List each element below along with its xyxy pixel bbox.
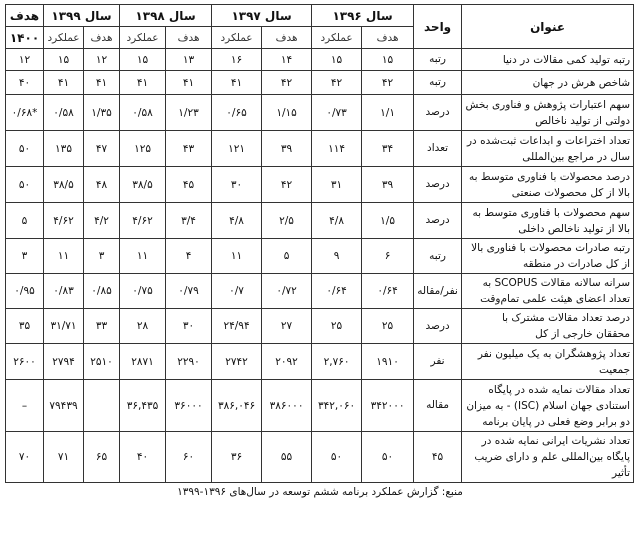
row-value: ۹ — [312, 239, 362, 274]
row-value: ۳۰ — [212, 167, 262, 203]
row-title: سرانه سالانه مقالات SCOPUS به تعداد اعضای هیئت علمی تمام‌وقت — [462, 274, 634, 309]
header-year-1399: سال ۱۳۹۹ — [44, 5, 120, 27]
row-value: ۴/۸ — [212, 203, 262, 239]
header-1399-target: هدف — [84, 27, 120, 49]
row-value: ۱۵ — [120, 49, 166, 71]
row-title: رتبه صادرات محصولات با فناوری بالا از کل صادرات در منطقه — [462, 239, 634, 274]
row-value: ۳۶,۴۳۵ — [120, 380, 166, 432]
row-title: رتبه تولید کمی مقالات در دنیا — [462, 49, 634, 71]
row-value: ۴/۶۲ — [120, 203, 166, 239]
row-value: ۴۷ — [84, 131, 120, 167]
row-unit: رتبه — [414, 71, 462, 95]
row-unit: درصد — [414, 309, 462, 344]
row-value: ۵۵ — [262, 432, 312, 483]
row-value: ۰/۸۵ — [84, 274, 120, 309]
row-value: ۰/۵۸ — [120, 95, 166, 131]
table-row — [6, 95, 634, 131]
row-value: ۴۳ — [166, 131, 212, 167]
row-value: ۱۴ — [262, 49, 312, 71]
row-value: ۱۱ — [44, 239, 84, 274]
header-title: عنوان — [462, 5, 634, 49]
table-row — [6, 432, 634, 483]
row-title: سهم اعتبارات پژوهش و فناوری بخش دولتی از تولید ناخالص — [462, 95, 634, 131]
row-title: شاخص هرش در جهان — [462, 71, 634, 95]
row-value: ۵۰ — [312, 432, 362, 483]
row-value: ۷۹۴۳۹ — [44, 380, 84, 432]
row-value: ۰/۷۲ — [262, 274, 312, 309]
row-value: ۳۵ — [6, 309, 44, 344]
row-value: ۱۳۵ — [44, 131, 84, 167]
row-value: ۲۵۱۰ — [84, 344, 120, 380]
header-1398-target: هدف — [166, 27, 212, 49]
row-value: ۳۶۰۰۰ — [166, 380, 212, 432]
row-value: *۰/۶۸ — [6, 95, 44, 131]
table-row — [6, 203, 634, 239]
row-value: ۲۵ — [362, 309, 414, 344]
row-value: ۳۸۶,۰۴۶ — [212, 380, 262, 432]
row-value: ۰/۹۵ — [6, 274, 44, 309]
row-value: ۲۶۰۰ — [6, 344, 44, 380]
row-value: ۳۴۲,۰۶۰ — [312, 380, 362, 432]
row-value: ۴۱ — [120, 71, 166, 95]
row-value: ۴۸ — [84, 167, 120, 203]
row-value: ۵ — [262, 239, 312, 274]
row-value: ۷۰ — [6, 432, 44, 483]
row-value: ۳۸/۵ — [44, 167, 84, 203]
row-unit: ۴۵ — [414, 432, 462, 483]
row-value: ۴۲ — [312, 71, 362, 95]
row-value: ۲۷۴۲ — [212, 344, 262, 380]
row-value: ۶۵ — [84, 432, 120, 483]
header-unit: واحد — [414, 5, 462, 49]
header-1396-target: هدف — [362, 27, 414, 49]
row-value: ۱۹۱۰ — [362, 344, 414, 380]
row-value: ۲۷۹۴ — [44, 344, 84, 380]
header-1398-actual: عملکرد — [120, 27, 166, 49]
row-value: ۲۸ — [120, 309, 166, 344]
row-value: ۲۵ — [312, 309, 362, 344]
table-row — [6, 131, 634, 167]
row-value: ۳۹ — [262, 131, 312, 167]
row-value: ۱۲۵ — [120, 131, 166, 167]
row-title: تعداد مقالات نمایه شده در پایگاه استنادی جهان اسلام (ISC) - به میزان دو برابر وضع فعلی در پایان برنامه — [462, 380, 634, 432]
row-value: ۴/۸ — [312, 203, 362, 239]
row-value: ۴۱ — [212, 71, 262, 95]
row-value: ۵۰ — [362, 432, 414, 483]
row-value: ۳۳ — [84, 309, 120, 344]
row-value: ۳۱/۷۱ — [44, 309, 84, 344]
header-year-1397: سال ۱۳۹۷ — [212, 5, 312, 27]
header-1399-actual: عملکرد — [44, 27, 84, 49]
row-value: ۱/۳۵ — [84, 95, 120, 131]
row-value: ۱/۲۳ — [166, 95, 212, 131]
row-value: ۰/۵۸ — [44, 95, 84, 131]
row-value: ۲۷ — [262, 309, 312, 344]
header-target-1400-top: هدف — [6, 5, 44, 27]
row-value: ۳۶ — [212, 432, 262, 483]
row-value: ۲,۷۶۰ — [312, 344, 362, 380]
table-row — [6, 49, 634, 71]
row-unit: نفر — [414, 344, 462, 380]
row-value: ۱۵ — [362, 49, 414, 71]
table-row — [6, 274, 634, 309]
row-value: ۱۳ — [166, 49, 212, 71]
row-title: سهم محصولات با فناوری متوسط به بالا از تولید ناخالص داخلی — [462, 203, 634, 239]
source-caption: منبع: گزارش عملکرد برنامه ششم توسعه در سال‌های ۱۳۹۶-۱۳۹۹ — [177, 486, 463, 498]
row-unit: رتبه — [414, 49, 462, 71]
row-value: ۷۱ — [44, 432, 84, 483]
row-value: ۳ — [6, 239, 44, 274]
header-target-1400-bottom: ۱۴۰۰ — [6, 27, 44, 49]
row-value: ۴/۲ — [84, 203, 120, 239]
row-title: تعداد نشریات ایرانی نمایه شده در پایگاه بین‌المللی علم و دارای ضریب تأثیر — [462, 432, 634, 483]
row-value: ۳ — [84, 239, 120, 274]
row-unit: درصد — [414, 203, 462, 239]
row-value: ۱۵ — [44, 49, 84, 71]
row-title: درصد تعداد مقالات مشترک با محققان خارجی از کل — [462, 309, 634, 344]
row-value: ۳۴ — [362, 131, 414, 167]
header-year-1398: سال ۱۳۹۸ — [120, 5, 212, 27]
row-value: ۴۲ — [262, 71, 312, 95]
row-title: درصد محصولات با فناوری متوسط به بالا از کل محصولات صنعتی — [462, 167, 634, 203]
row-value: ۱/۱ — [362, 95, 414, 131]
row-value: ۱۲ — [84, 49, 120, 71]
row-value: ۰/۷ — [212, 274, 262, 309]
row-value: ۱/۵ — [362, 203, 414, 239]
table-row — [6, 380, 634, 432]
row-value: ۳۰ — [166, 309, 212, 344]
row-value: ۰/۶۴ — [312, 274, 362, 309]
row-value: ۶۰ — [166, 432, 212, 483]
row-value: ۵ — [6, 203, 44, 239]
row-value: ۲۰۹۲ — [262, 344, 312, 380]
performance-table — [5, 4, 634, 483]
header-1396-actual: عملکرد — [312, 27, 362, 49]
row-value: ۴ — [166, 239, 212, 274]
row-value: ۱۲۱ — [212, 131, 262, 167]
row-value: ۰/۸۳ — [44, 274, 84, 309]
row-value: ۴/۶۲ — [44, 203, 84, 239]
row-value: ۴۰ — [120, 432, 166, 483]
row-value: ۰/۶۵ — [212, 95, 262, 131]
row-value: ۱۶ — [212, 49, 262, 71]
row-value: ۲/۵ — [262, 203, 312, 239]
row-value: ۳۹ — [362, 167, 414, 203]
row-value: ۲۲۹۰ — [166, 344, 212, 380]
row-value — [84, 380, 120, 432]
row-unit: رتبه — [414, 239, 462, 274]
table-row — [6, 239, 634, 274]
row-value: ۵۰ — [6, 131, 44, 167]
row-value: ۳۱ — [312, 167, 362, 203]
table-row — [6, 344, 634, 380]
table-row — [6, 167, 634, 203]
row-value: ۱۵ — [312, 49, 362, 71]
row-value: ۰/۷۹ — [166, 274, 212, 309]
row-value: ۰/۷۳ — [312, 95, 362, 131]
row-title: تعداد پژوهشگران به یک میلیون نفر جمعیت — [462, 344, 634, 380]
table-row — [6, 309, 634, 344]
row-value: ۱/۱۵ — [262, 95, 312, 131]
row-value: ۴۲ — [362, 71, 414, 95]
header-1397-actual: عملکرد — [212, 27, 262, 49]
row-title: تعداد اختراعات و ابداعات ثبت‌شده در سال در مراجع بین‌المللی — [462, 131, 634, 167]
row-value: ۳۸/۵ — [120, 167, 166, 203]
row-value: ۴۲ — [262, 167, 312, 203]
row-value: – — [6, 380, 44, 432]
header-row-years — [6, 5, 634, 27]
row-value: ۴۱ — [166, 71, 212, 95]
row-value: ۵۰ — [6, 167, 44, 203]
row-value: ۳۴۲۰۰۰ — [362, 380, 414, 432]
row-value: ۶ — [362, 239, 414, 274]
row-unit: درصد — [414, 167, 462, 203]
row-value: ۱۱ — [212, 239, 262, 274]
row-value: ۳۸۶۰۰۰ — [262, 380, 312, 432]
row-value: ۲۴/۹۴ — [212, 309, 262, 344]
header-year-1396: سال ۱۳۹۶ — [312, 5, 414, 27]
row-value: ۱۱ — [120, 239, 166, 274]
row-value: ۱۲ — [6, 49, 44, 71]
row-value: ۰/۷۵ — [120, 274, 166, 309]
row-value: ۰/۶۴ — [362, 274, 414, 309]
table-body — [6, 49, 634, 483]
row-unit: نفر/مقاله — [414, 274, 462, 309]
table-row — [6, 71, 634, 95]
row-unit: تعداد — [414, 131, 462, 167]
row-value: ۲۸۷۱ — [120, 344, 166, 380]
row-unit: درصد — [414, 95, 462, 131]
row-value: ۴۰ — [6, 71, 44, 95]
row-value: ۴۵ — [166, 167, 212, 203]
row-value: ۱۱۴ — [312, 131, 362, 167]
row-unit: مقاله — [414, 380, 462, 432]
performance-table-container — [5, 4, 633, 483]
header-1397-target: هدف — [262, 27, 312, 49]
row-value: ۴۱ — [44, 71, 84, 95]
row-value: ۴۱ — [84, 71, 120, 95]
row-value: ۳/۴ — [166, 203, 212, 239]
